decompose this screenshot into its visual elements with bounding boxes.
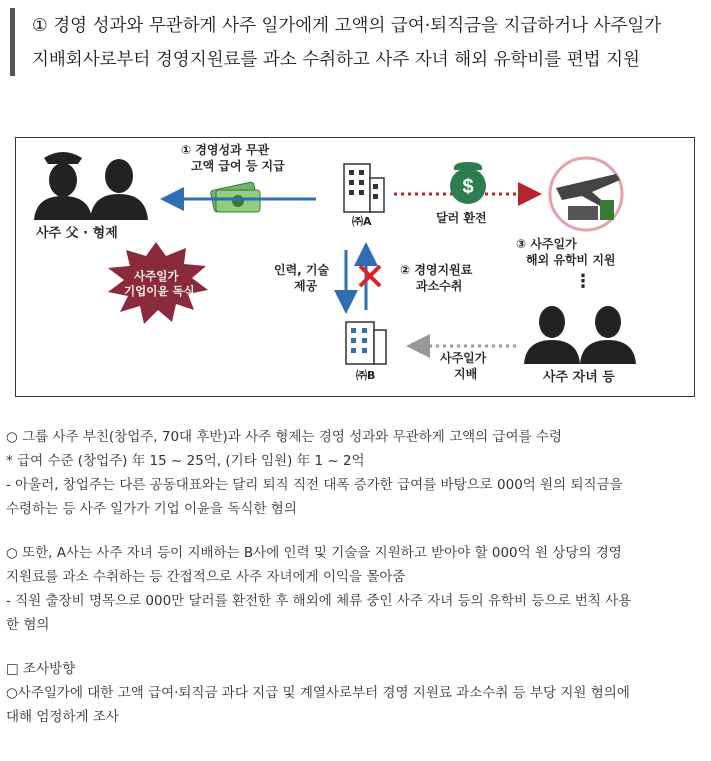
- owner-father-icon: [34, 152, 92, 220]
- control-line2: 지배: [454, 367, 478, 381]
- salary-note: * 급여 수준 (창업주) 年 15 ~ 25억, (기타 임원) 年 1 ~ 2억: [6, 453, 365, 469]
- building-b-icon: [346, 322, 386, 364]
- scheme-diagram: [15, 137, 695, 397]
- header-line-2: 지배회사로부터 경영지원료를 과소 수취하고 사주 자녀 해외 유학비를 편법 지원: [32, 50, 640, 70]
- building-a-icon: [344, 164, 384, 212]
- burst-line1: 사주일가: [134, 269, 179, 283]
- item2-line2: 과소수취: [416, 279, 463, 293]
- children-label: 사주 자녀 등: [543, 370, 615, 385]
- paragraph-tuition-cont: 한 혐의: [6, 617, 50, 633]
- paragraph-salary: ○ 그룹 사주 부친(창업주, 70대 후반)과 사주 형제는 경영 성과와 무관하게 고액의 급여를 수령: [6, 429, 563, 445]
- money-bag-icon: [450, 162, 486, 204]
- paragraph-retirement-cont: 수령하는 등 사주 일가가 기업 이윤을 독식한 혐의: [6, 501, 297, 517]
- paragraph-support-fee: ○ 또한, A사는 사주 자녀 등이 지배하는 B사에 인력 및 기술을 지원하고 받아야 할 000억 원 상당의 경영: [6, 545, 622, 561]
- owner-label: 사주 父 · 형제: [36, 226, 118, 241]
- section-header: [10, 4, 700, 76]
- header-bar: [10, 8, 15, 76]
- dots: ⋮: [574, 271, 592, 292]
- company-a-label: ㈜A: [352, 215, 372, 228]
- support-line2: 제공: [294, 279, 318, 293]
- paragraph-tuition: - 직원 출장비 명목으로 000만 달러를 환전한 후 해외에 체류 중인 사주 자녀 등의 유학비 등으로 번칙 사용: [6, 593, 632, 609]
- burst-line2: 기업이윤 독식: [124, 284, 195, 298]
- investigation-heading: □ 조사방향: [6, 661, 76, 677]
- svg-text:$: $: [462, 176, 474, 198]
- item3-line2: 해외 유학비 지원: [526, 253, 616, 267]
- dollar-exchange-label: 달러 환전: [436, 211, 487, 225]
- paragraph-investigation-cont: 대해 엄정하게 조사: [6, 709, 119, 725]
- body-text: [6, 425, 706, 729]
- item3-line1: ③ 사주일가: [516, 237, 577, 251]
- child-1-icon: [524, 306, 580, 364]
- cross-icon: [360, 266, 380, 286]
- child-2-icon: [580, 306, 636, 364]
- item1-line1: ① 경영성과 무관: [181, 143, 270, 157]
- paragraph-retirement: - 아울러, 창업주는 다른 공동대표와는 달리 퇴직 직전 대폭 증가한 급여를 바탕으로 000억 원의 퇴직금을: [6, 477, 623, 493]
- paragraph-investigation: ○사주일가에 대한 고액 급여·퇴직금 과다 지급 및 계열사로부터 경영 지원료 과소수취 등 부당 지원 혐의에: [6, 685, 630, 701]
- support-line1: 인력, 기술: [274, 263, 330, 277]
- item2-line1: ② 경영지원료: [400, 263, 473, 277]
- header-line-1: ① 경영 성과와 무관하게 사주 일가에게 고액의 급여·퇴직금을 지급하거나 사주일가: [32, 16, 662, 36]
- study-abroad-icon: [550, 158, 622, 230]
- control-line1: 사주일가: [440, 351, 487, 365]
- cash-icon: [210, 182, 260, 213]
- item1-line2: 고액 급여 등 지급: [191, 159, 285, 173]
- company-b-label: ㈜B: [356, 369, 376, 382]
- owner-brother-icon: [90, 159, 148, 220]
- paragraph-support-fee-cont: 지원료를 과소 수취하는 등 간접적으로 사주 자녀에게 이익을 몰아줌: [6, 569, 406, 585]
